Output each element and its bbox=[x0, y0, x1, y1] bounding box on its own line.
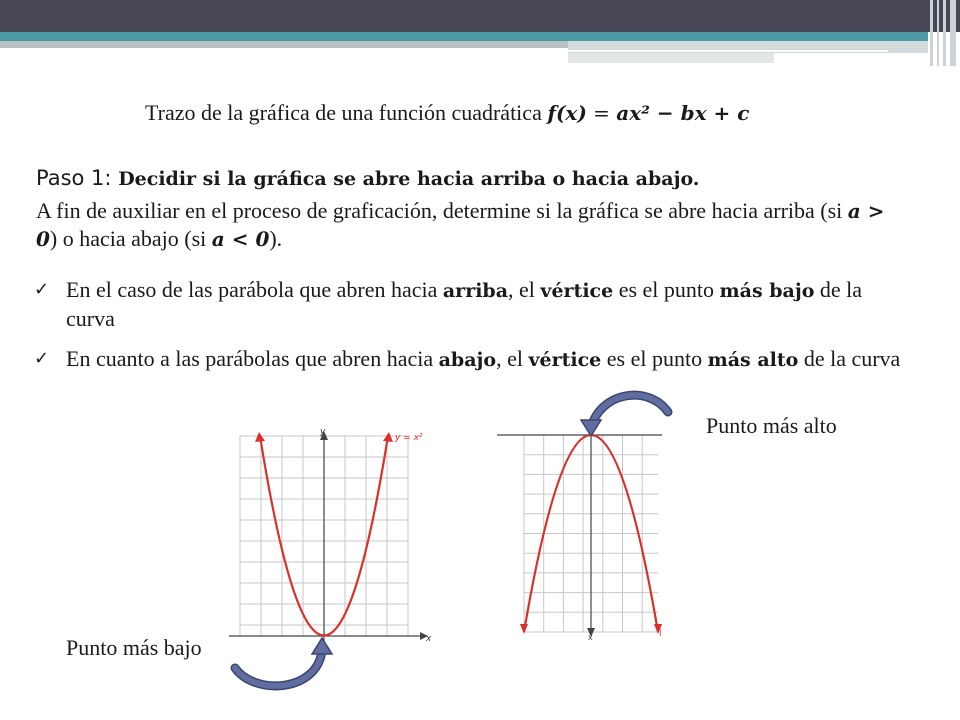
para-part2: ) o hacia abajo (si bbox=[49, 226, 212, 251]
arrow-lowest-point bbox=[220, 630, 350, 695]
checkmark-icon: ✓ bbox=[34, 348, 50, 369]
arrow-head-icon bbox=[312, 638, 332, 654]
bullet-item-downward bbox=[34, 345, 914, 374]
bullet-keyword: más bajo bbox=[719, 280, 815, 302]
bullet-item-upward bbox=[34, 276, 914, 332]
bullet-text bbox=[66, 276, 914, 332]
x-axis-label: x bbox=[588, 633, 593, 642]
label-highest-point: Punto más alto bbox=[706, 413, 837, 438]
slide-band-divider bbox=[568, 50, 888, 52]
curve-equation-label: y = x² bbox=[395, 433, 423, 443]
y-axis-label: y bbox=[320, 427, 326, 437]
bullet-segment: , el bbox=[508, 277, 541, 302]
bullet-keyword: abajo bbox=[438, 349, 497, 371]
slide-title bbox=[145, 100, 749, 126]
formula-rhs: ax² − bx + c bbox=[616, 101, 750, 125]
step-label: Paso 1 bbox=[36, 166, 105, 190]
curve-arrow-icon bbox=[255, 432, 265, 442]
bullet-segment: En el caso de las parábola que abren hacia bbox=[66, 277, 443, 302]
slide-band-short bbox=[568, 53, 774, 63]
curve-arrow-icon bbox=[383, 432, 393, 442]
condition-up: a > 0 bbox=[36, 199, 885, 251]
curve-end-mark: l bbox=[659, 629, 662, 639]
bullet-segment: es el punto bbox=[601, 346, 708, 371]
step-paragraph bbox=[36, 197, 896, 253]
formula-equals: = bbox=[586, 101, 617, 125]
x-axis-label: x bbox=[426, 634, 432, 644]
bullet-keyword: vértice bbox=[528, 349, 602, 371]
bullet-segment: de la curva bbox=[798, 346, 901, 371]
bullet-segment: de la curva bbox=[66, 277, 863, 331]
slide-corner-lines bbox=[928, 0, 960, 66]
bullet-text bbox=[66, 345, 914, 374]
checkmark-icon: ✓ bbox=[34, 279, 50, 300]
bullet-segment: En cuanto a las parábolas que abren hacia bbox=[66, 346, 439, 371]
label-lowest-point: Punto más bajo bbox=[66, 635, 202, 660]
graph-downward-parabola bbox=[495, 420, 675, 645]
bullet-segment: es el punto bbox=[613, 277, 720, 302]
formula-lhs: f bbox=[547, 101, 556, 125]
title-text: Trazo de la gráfica de una función cuadrática bbox=[145, 100, 548, 125]
graph-upward-parabola bbox=[225, 420, 440, 650]
bullet-segment: , el bbox=[496, 346, 529, 371]
step-heading bbox=[36, 165, 699, 191]
curved-arrow-fill bbox=[591, 395, 668, 428]
step-colon: : bbox=[104, 166, 119, 190]
slide-band-left bbox=[0, 41, 568, 48]
formula-paren: (x) bbox=[555, 101, 587, 125]
para-part3: ). bbox=[269, 226, 283, 251]
bullet-keyword: arriba bbox=[442, 280, 509, 302]
slide-top-bar bbox=[0, 0, 960, 32]
condition-down: a < 0 bbox=[211, 227, 270, 251]
slide-accent-band bbox=[0, 32, 928, 41]
arrow-head-icon bbox=[581, 420, 601, 436]
bullet-keyword: más alto bbox=[707, 349, 799, 371]
para-part1: A fin de auxiliar en el proceso de graficación, determine si la gráfica se abre hacia arriba (si bbox=[36, 198, 848, 223]
arrow-highest-point bbox=[575, 380, 685, 440]
bullet-keyword: vértice bbox=[540, 280, 614, 302]
step-heading-text: Decidir si la gráfica se abre hacia arriba o hacia abajo. bbox=[118, 168, 700, 190]
